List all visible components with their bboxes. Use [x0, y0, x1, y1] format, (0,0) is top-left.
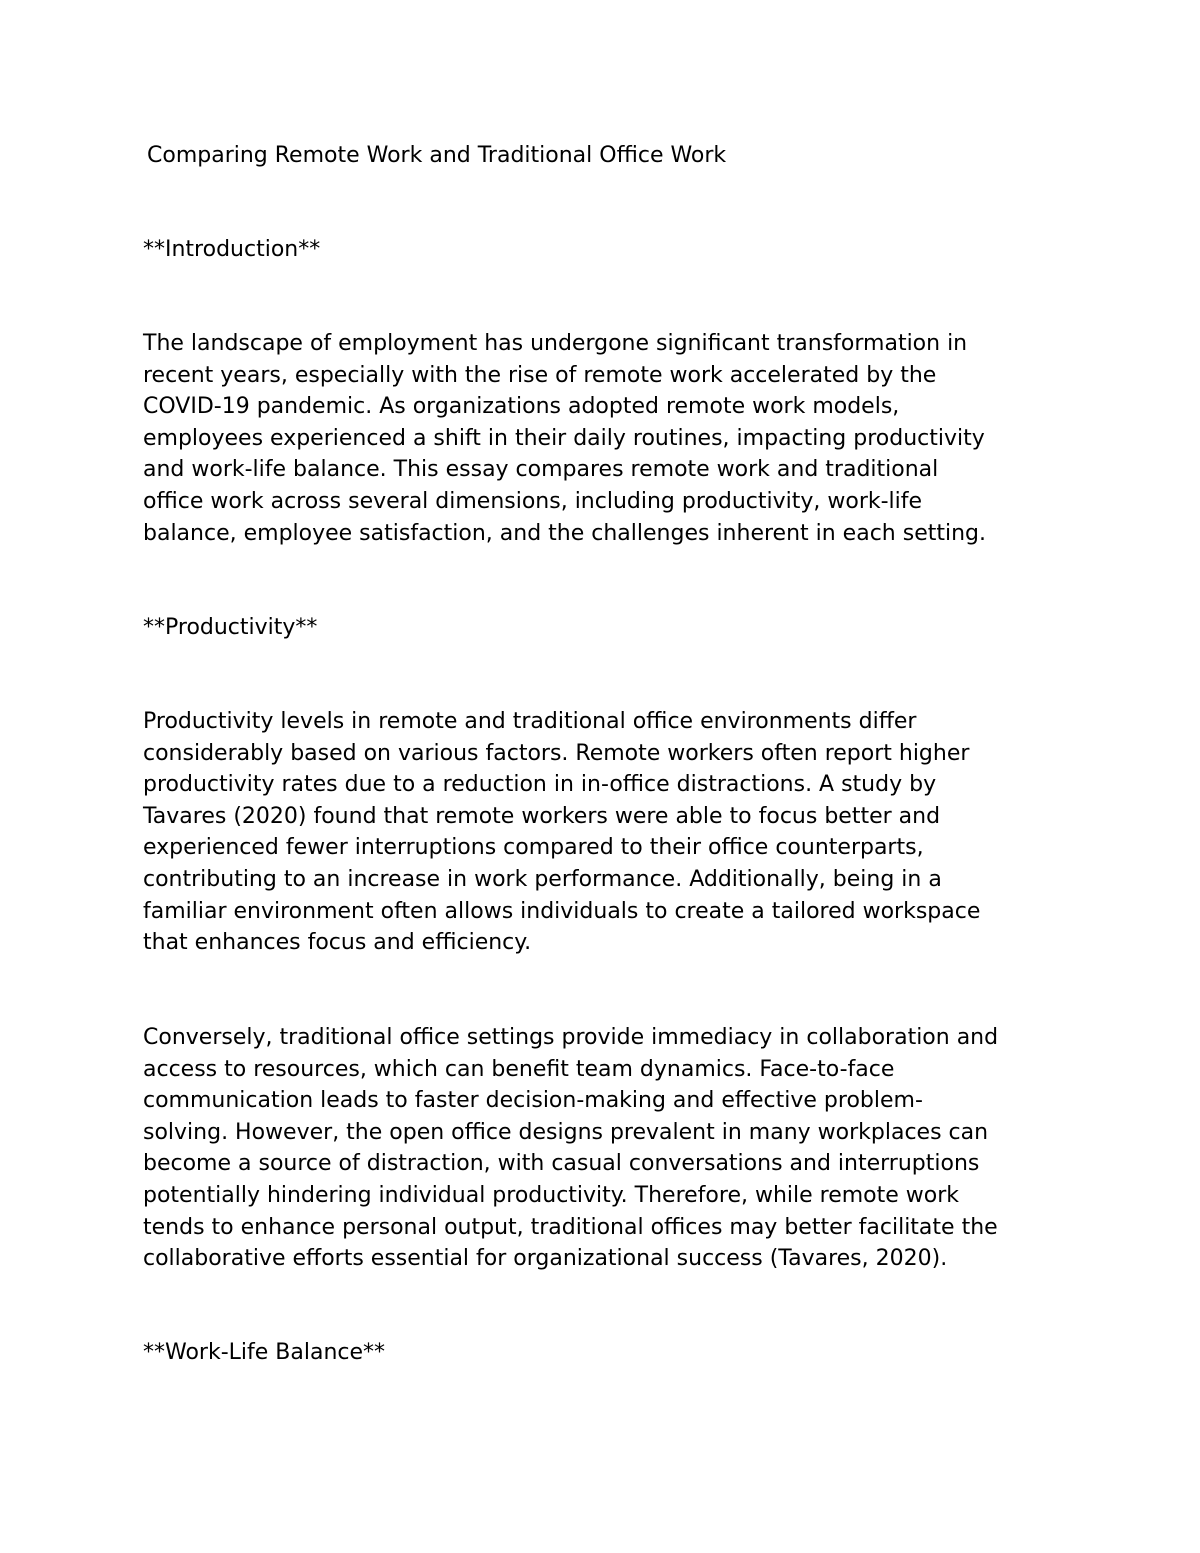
paragraph-productivity-2: Conversely, traditional office settings provide immediacy in collaboration and access to resources, which can benefit team dynamics. Face-to-face communication leads to faster decision-making and effective problem- solving. However, the open office designs prevalent in many workplaces can become a source of distraction, with casual conversations and interruptions potentially hindering individual productivity. Therefore, while remote work tends to enhance personal output, traditional offices may better facilitate the collaborative efforts essential for organizational success (Tavares, 2020). [143, 1025, 999, 1272]
section-heading-introduction: **Introduction** [143, 237, 321, 262]
document-title: Comparing Remote Work and Traditional Office Work [147, 143, 727, 168]
paragraph-productivity-1: Productivity levels in remote and traditional office environments differ considerably based on various factors. Remote workers often report higher productivity rates due to a reduction in in-office distractions. A study by Tavares (2020) found that remote workers were able to focus better and experienced fewer interruptions compared to their office counterparts, contributing to an increase in work performance. Additionally, being in a familiar environment often allows individuals to create a tailored workspace that enhances focus and efficiency. [143, 709, 981, 956]
section-heading-productivity: **Productivity** [143, 615, 318, 640]
section-heading-work-life-balance: **Work-Life Balance** [143, 1340, 386, 1365]
paragraph-introduction: The landscape of employment has undergone significant transformation in recent years, especially with the rise of remote work accelerated by the COVID-19 pandemic. As organizations adopted remote work models, employees experienced a shift in their daily routines, impacting productivity and work-life balance. This essay compares remote work and traditional office work across several dimensions, including productivity, work-life balance, employee satisfaction, and the challenges inherent in each setting. [143, 331, 986, 546]
